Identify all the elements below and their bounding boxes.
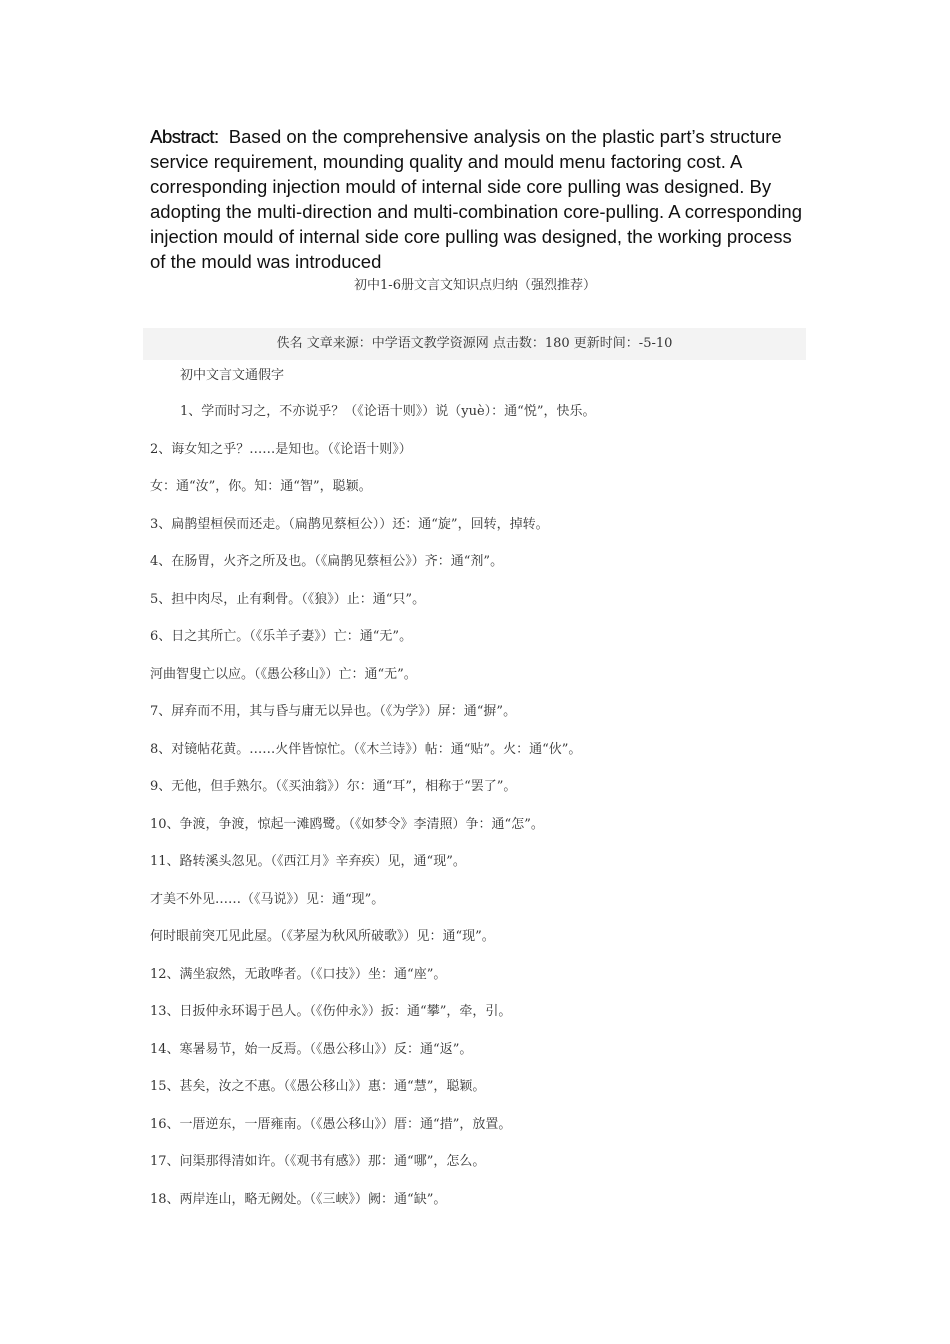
abstract-text: Based on the comprehensive analysis on the plastic part’s structure service requirement, mounding quality and mould menu factoring cost. A corresponding injection mould of internal side core pulling was designed. By adopting the multi-direction and multi-combination core-pulling. A corresponding injection mould of internal side core pulling was designed, the working process of the mould was introduced bbox=[150, 126, 802, 272]
entry-line: 才美不外见……（《马说》）见：通“现”。 bbox=[150, 891, 385, 907]
entry-line: 14、寒暑易节，始一反焉。（《愚公移山》）反：通“返”。 bbox=[150, 1041, 473, 1057]
entry-list bbox=[150, 402, 810, 1227]
entry-line: 何时眼前突兀见此屋。（《茅屋为秋风所破歌》）见：通“现”。 bbox=[150, 929, 495, 944]
entry-line: 15、甚矣，汝之不惠。（《愚公移山》）惠：通“慧”，聪颖。 bbox=[150, 1079, 486, 1094]
entry-line: 7、屏弃而不用，其与昏与庸无以异也。（《为学》）屏：通“摒”。 bbox=[150, 704, 517, 719]
entry-line: 13、日扳仲永环谒于邑人。（《伤仲永》）扳：通“攀”，牵，引。 bbox=[150, 1004, 512, 1019]
entry-line: 4、在肠胃，火齐之所及也。（《扁鹊见蔡桓公》）齐：通“剂”。 bbox=[150, 554, 504, 569]
abstract-label: Abstract: bbox=[150, 126, 219, 147]
article-meta-bar: 佚名 文章来源：中学语文教学资源网 点击数：180 更新时间：-5-10 bbox=[143, 328, 806, 360]
entry-line: 16、一厝逆东，一厝雍南。（《愚公移山》）厝：通“措”，放置。 bbox=[150, 1116, 512, 1132]
entry-line: 河曲智叟亡以应。（《愚公移山》）亡：通“无”。 bbox=[150, 666, 417, 682]
entry-line: 1、学而时习之，不亦说乎？（《论语十则》）说（yuè）：通“悦”，快乐。 bbox=[180, 404, 596, 419]
entry-line: 3、扁鹊望桓侯而还走。（扁鹊见蔡桓公））还：通“旋”，回转，掉转。 bbox=[150, 516, 549, 532]
entry-line: 8、对镜帖花黄。……火伴皆惊忙。（《木兰诗》）帖：通“贴”。火：通“伙”。 bbox=[150, 741, 582, 757]
section-heading: 初中文言文通假字 bbox=[180, 368, 285, 383]
entry-line: 女：通“汝”，你。知：通“智”，聪颖。 bbox=[150, 479, 372, 494]
entry-line: 5、担中肉尽，止有剩骨。（《狼》）止：通“只”。 bbox=[150, 591, 426, 607]
abstract-paragraph bbox=[150, 124, 810, 274]
entry-line: 2、诲女知之乎？……是知也。（《论语十则》） bbox=[150, 441, 412, 457]
document-title: 初中1-6册文言文知识点归纳（强烈推荐） bbox=[354, 278, 596, 293]
entry-line: 12、满坐寂然，无敢哗者。（《口技》）坐：通“座”。 bbox=[150, 966, 447, 982]
entry-line: 10、争渡，争渡，惊起一滩鸥鹭。（《如梦令》李清照）争：通“怎”。 bbox=[150, 816, 544, 832]
entry-line: 11、路转溪头忽见。（《西江月》辛弃疾）见，通“现”。 bbox=[150, 854, 466, 869]
entry-line: 18、两岸连山，略无阙处。（《三峡》）阙：通“缺”。 bbox=[150, 1191, 447, 1207]
entry-line: 17、问渠那得清如许。（《观书有感》）那：通“哪”，怎么。 bbox=[150, 1154, 486, 1169]
entry-line: 6、日之其所亡。（《乐羊子妻》）亡：通“无”。 bbox=[150, 629, 413, 644]
entry-line: 9、无他，但手熟尔。（《买油翁》）尔：通“耳”，相称于“罢了”。 bbox=[150, 779, 517, 794]
